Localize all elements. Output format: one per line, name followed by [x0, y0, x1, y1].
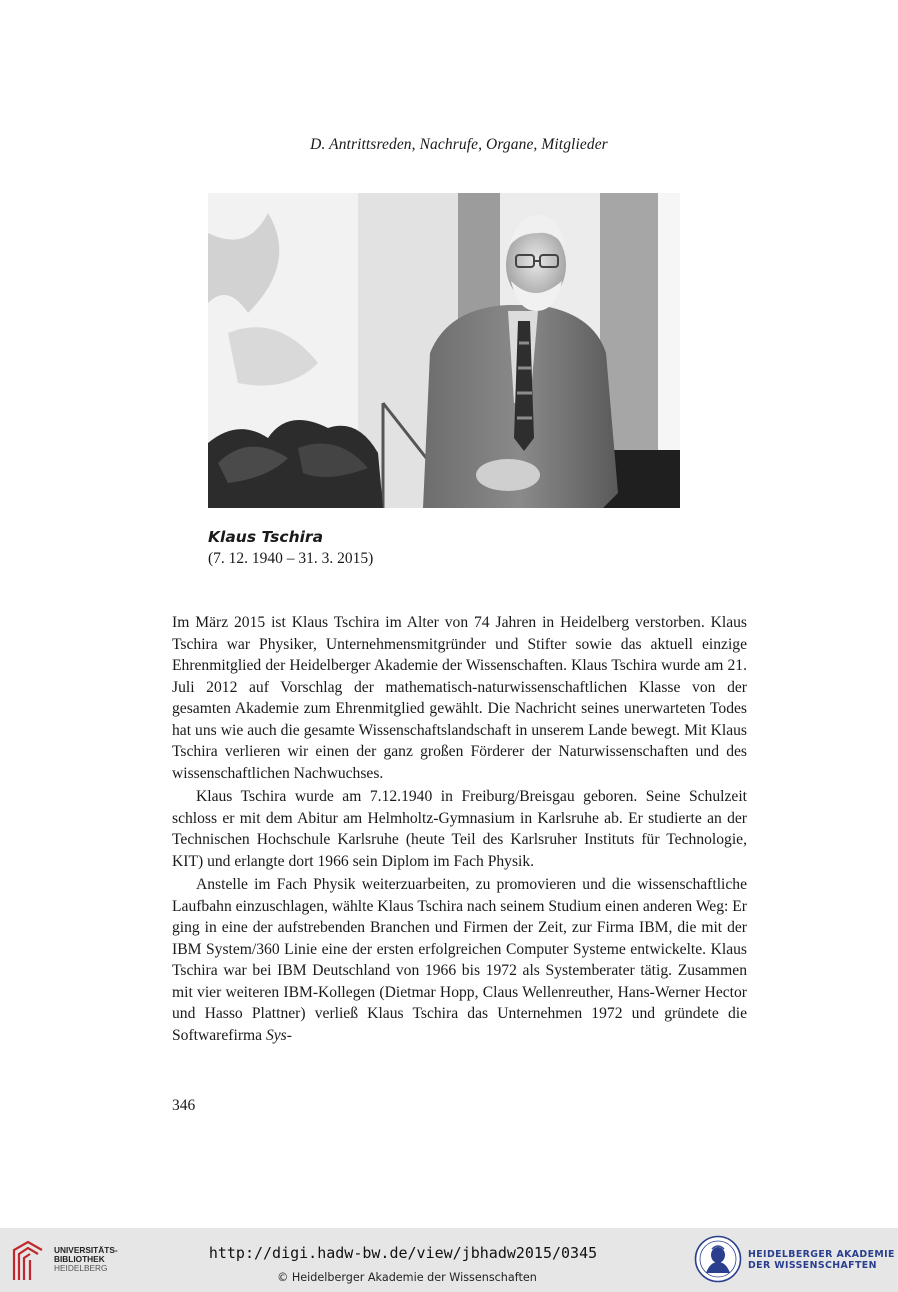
running-head: D. Antrittsreden, Nachrufe, Organe, Mitglieder — [310, 136, 608, 153]
paragraph-italic-text: Sys- — [265, 1026, 292, 1044]
portrait-photo — [208, 193, 680, 508]
paragraph-text: Anstelle im Fach Physik weiterzuarbeiten, zu promovieren und die wissenschaftliche Laufbahn einzuschlagen, wählte Klaus Tschira nach seinem Studium einen anderen Weg: Er ging in eine der aufstrebenden Branchen und Firmen der Zeit, zur Firma IBM, die mit der IBM System/360 Linie eine der ersten erfolgreichen Computer Systeme entwickelte. Klaus Tschira war bei IBM Deutschland von 1966 bis 1972 als Systemberater tätig. Zusammen mit vier weiteren IBM-Kollegen (Dietmar Hopp, Claus Wellenreuther, Hans-Werner Hector und Hasso Plattner) verließ Klaus Tschira das Unternehmen 1972 und gründete die Softwarefirma — [172, 876, 747, 1044]
ub-logo-line: HEIDELBERG — [54, 1263, 108, 1274]
portrait-photo-icon — [208, 193, 680, 508]
hadw-logo-line: HEIDELBERGER AKADEMIE — [748, 1249, 895, 1260]
caption-dates: (7. 12. 1940 – 31. 3. 2015) — [208, 550, 374, 567]
paragraph: Im März 2015 ist Klaus Tschira im Alter von 74 Jahren in Heidelberg verstorben. Klaus Tschira war Physiker, Unternehmensmitgründer und Stifter sowie das aktuell einzige Ehrenmitglied der Heidelberger Akademie der Wissenschaften. Klaus Tschira wurde am 21. Juli 2012 auf Vorschlag der mathematisch-naturwissenschaftlichen Klasse von der gesamten Akademie zum Ehrenmitglied gewählt. Die Nachricht seines unerwarteten Todes hat uns wie auch die gesamte Wissenschaftslandschaft in unserem Lande bewegt. Mit Klaus Tschira verlieren wir einen der ganz großen Förderer der Naturwissenschaften und des wissenschaftlichen Nachwuchses. — [172, 614, 747, 782]
footer-url-link[interactable]: http://digi.hadw-bw.de/view/jbhadw2015/0345 — [208, 1244, 598, 1262]
hadw-logo-text — [748, 1249, 895, 1271]
ub-logo-line: BIBLIOTHEK — [54, 1254, 105, 1265]
hadw-seal-icon — [694, 1235, 742, 1283]
caption-name: Klaus Tschira — [208, 528, 324, 546]
paragraph: Klaus Tschira wurde am 7.12.1940 in Freiburg/Breisgau geboren. Seine Schulzeit schloss er mit dem Abitur am Helmholtz-Gymnasium in Karlsruhe ab. Er studierte an der Technischen Hochschule Karlsruhe (heute Teil des Karlsruher Instituts für Technologie, KIT) und erlangte dort 1966 sein Diplom im Fach Physik. — [172, 788, 747, 870]
footer-copyright: © Heidelberger Akademie der Wissenschaften — [277, 1271, 537, 1284]
page-number: 346 — [172, 1097, 196, 1114]
hadw-logo-line: DER WISSENSCHAFTEN — [748, 1260, 877, 1271]
ub-logo-line: UNIVERSITÄTS- — [54, 1245, 118, 1255]
article-body — [172, 612, 747, 1046]
paragraph — [172, 874, 747, 1046]
